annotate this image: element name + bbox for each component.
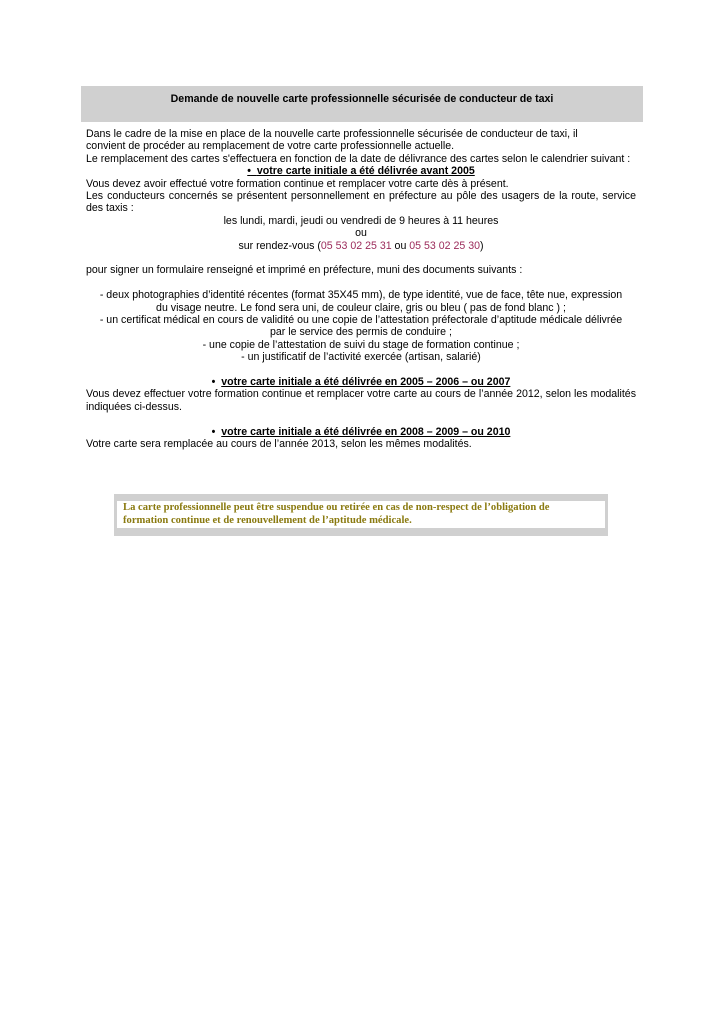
appointment-line: sur rendez-vous (05 53 02 25 31 ou 05 53 02 25 30) bbox=[238, 239, 484, 252]
schedule-text: les lundi, mardi, jeudi ou vendredi de 9 heures à 11 heures bbox=[223, 214, 499, 227]
section3-heading: • votre carte initiale a été délivrée en 2008 – 2009 – ou 2010 bbox=[211, 425, 511, 438]
page-title: Demande de nouvelle carte professionnelle sécurisée de conducteur de taxi bbox=[170, 93, 554, 105]
doc-item-photos-2: du visage neutre. Le fond sera uni, de couleur claire, gris ou bleu ( pas de fond blanc ) ; bbox=[156, 301, 566, 314]
section1-line-1: Vous devez avoir effectué votre formation continue et remplacer votre carte dès à présent. bbox=[86, 177, 509, 190]
bullet-icon: • bbox=[247, 165, 251, 178]
doc-item-training: - une copie de l’attestation de suivi du stage de formation continue ; bbox=[202, 338, 520, 351]
notice-box bbox=[114, 494, 608, 536]
intro-line-1: Dans le cadre de la mise en place de la nouvelle carte professionnelle sécurisée de conducteur de taxi, il bbox=[86, 128, 578, 140]
bullet-icon: • bbox=[211, 376, 216, 389]
documents-intro: pour signer un formulaire renseigné et imprimé en préfecture, muni des documents suivants : bbox=[86, 264, 523, 277]
bullet-icon: • bbox=[211, 425, 216, 438]
notice-text bbox=[123, 502, 599, 527]
section2-heading: • votre carte initiale a été délivrée en 2005 – 2006 – ou 2007 bbox=[211, 376, 511, 389]
doc-item-medical-2: par le service des permis de conduire ; bbox=[270, 326, 452, 339]
notice-line-1: La carte professionnelle peut être suspendue ou retirée en cas de non-respect de l’obligation de bbox=[123, 502, 550, 513]
doc-item-medical-1: - un certificat médical en cours de validité ou une copie de l’attestation préfectorale d’aptitude médicale délivrée bbox=[99, 314, 623, 327]
doc-item-activity: - un justificatif de l’activité exercée (artisan, salarié) bbox=[241, 351, 481, 364]
document-body bbox=[86, 128, 636, 451]
section2-text: Vous devez effectuer votre formation continue et remplacer votre carte au cours de l’année 2012, selon les modalités indiquées ci-dessus. bbox=[86, 388, 636, 413]
section1-line-2: Les conducteurs concernés se présentent personnellement en préfecture au pôle des usagers de la route, service des taxis : bbox=[86, 190, 636, 215]
notice-line-2: formation continue et de renouvellement de l’aptitude médicale. bbox=[123, 514, 412, 526]
section1-heading: • votre carte initiale a été délivrée avant 2005 bbox=[247, 165, 475, 178]
intro-line-3: Le remplacement des cartes s'effectuera en fonction de la date de délivrance des cartes selon le calendrier suivant : bbox=[86, 152, 631, 165]
phone-number-2: 05 53 02 25 30 bbox=[409, 239, 480, 252]
or-text: ou bbox=[355, 227, 367, 240]
intro-line-2: convient de procéder au remplacement de votre carte professionnelle actuelle. bbox=[86, 140, 455, 153]
doc-item-photos-1: - deux photographies d’identité récentes (format 35X45 mm), de type identité, vue de face, tête nue, expression bbox=[99, 289, 623, 302]
phone-number-1: 05 53 02 25 31 bbox=[320, 239, 392, 252]
section3-text: Votre carte sera remplacée au cours de l’année 2013, selon les mêmes modalités. bbox=[86, 438, 472, 451]
title-band bbox=[81, 86, 643, 122]
